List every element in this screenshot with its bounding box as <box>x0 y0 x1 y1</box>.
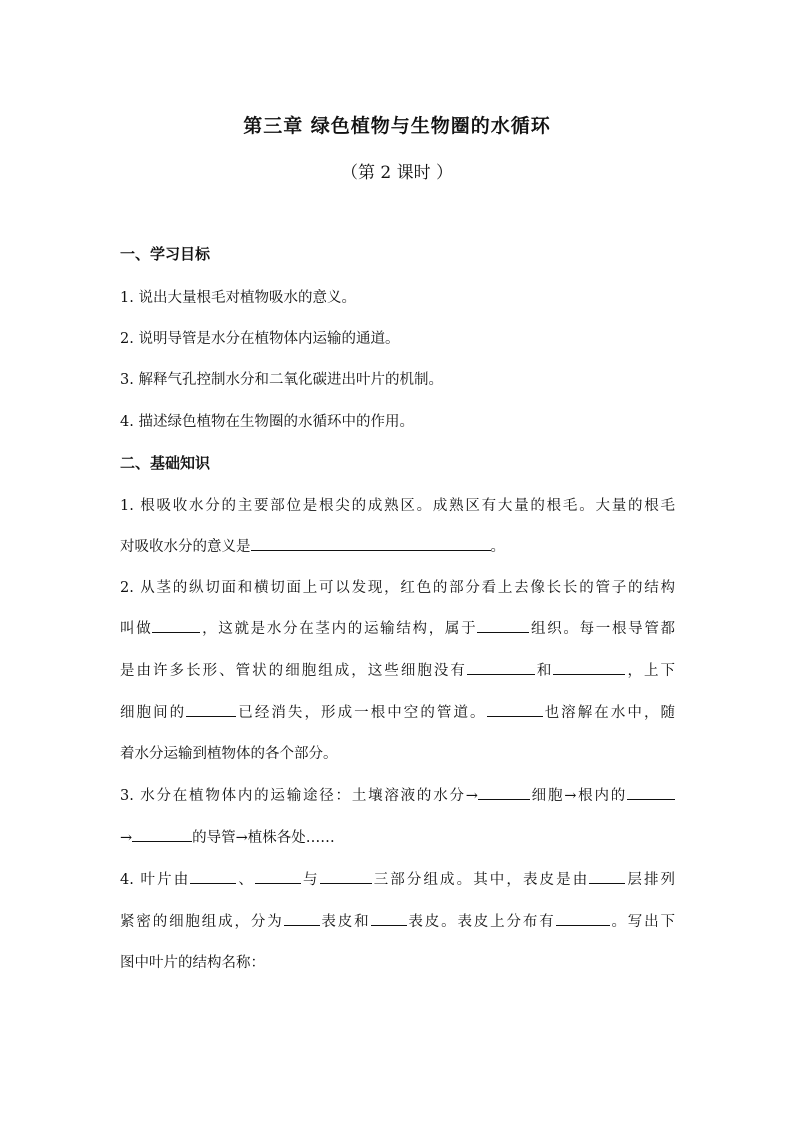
question-text: 细胞→根内的 <box>529 788 627 805</box>
question-text: 和 <box>534 663 554 680</box>
page-title: 第三章 绿色植物与生物圈的水循环 <box>243 115 551 137</box>
question-4-line <box>120 910 675 931</box>
answer-blank[interactable] <box>251 535 491 551</box>
answer-blank[interactable] <box>478 784 530 800</box>
answer-blank[interactable] <box>553 659 625 675</box>
question-text: 。 <box>490 539 505 556</box>
question-2-line <box>120 617 675 638</box>
page-subtitle: （第 2 课时 ） <box>340 163 454 183</box>
answer-blank[interactable] <box>284 910 320 926</box>
question-text: ，上下 <box>625 663 676 680</box>
objective-item: 1. 说出大量根毛对植物吸水的意义。 <box>120 290 356 306</box>
question-3-line <box>120 826 675 847</box>
question-3-line <box>120 784 675 805</box>
question-4-line <box>120 868 675 889</box>
question-text: 已经消失，形成一根中空的管道。 <box>236 705 487 722</box>
section-heading-basics: 二、基础知识 <box>120 454 211 472</box>
answer-blank[interactable] <box>477 617 529 633</box>
question-2-line <box>120 701 675 722</box>
question-text: 表皮和 <box>319 914 371 931</box>
question-text: 叫做 <box>120 621 153 638</box>
answer-blank[interactable] <box>255 868 301 884</box>
question-text: 的导管→植株各处…… <box>192 830 335 847</box>
question-2-line <box>120 659 675 680</box>
section-heading-objectives: 一、学习目标 <box>120 245 211 263</box>
objective-item: 3. 解释气孔控制水分和二氧化碳进出叶片的机制。 <box>120 372 443 388</box>
question-text: 层排列 <box>625 872 676 889</box>
question-text: 也溶解在水中，随 <box>542 705 676 722</box>
question-text: 紧密的细胞组成，分为 <box>120 914 284 931</box>
answer-blank[interactable] <box>371 910 407 926</box>
answer-blank[interactable] <box>190 868 236 884</box>
question-text: 三部分组成。其中，表皮是由 <box>371 872 590 889</box>
question-text: ，这就是水分在茎内的运输结构，属于 <box>200 621 478 638</box>
question-1-line: 1. 根吸收水分的主要部位是根尖的成熟区。成熟区有大量的根毛。大量的根毛 <box>120 498 675 514</box>
question-text: 、 <box>236 872 255 889</box>
answer-blank[interactable] <box>467 659 535 675</box>
question-text: 是由许多长形、管状的细胞组成，这些细胞没有 <box>120 663 467 680</box>
question-text: 表皮。表皮上分布有 <box>406 914 556 931</box>
objective-item: 4. 描述绿色植物在生物圈的水循环中的作用。 <box>120 414 414 430</box>
answer-blank[interactable] <box>152 617 200 633</box>
question-text: 与 <box>300 872 320 889</box>
question-text: 对吸收水分的意义是 <box>120 539 251 556</box>
answer-blank[interactable] <box>186 701 236 717</box>
question-text: 。写出下 <box>609 914 676 931</box>
answer-blank[interactable] <box>487 701 543 717</box>
answer-blank[interactable] <box>556 910 610 926</box>
objective-item: 2. 说明导管是水分在植物体内运输的通道。 <box>120 331 400 347</box>
question-4-line: 图中叶片的结构名称： <box>120 955 265 971</box>
question-text: 组织。每一根导管都 <box>529 621 676 638</box>
question-2-line: 着水分运输到植物体的各个部分。 <box>120 746 338 762</box>
question-text: 3. 水分在植物体内的运输途径：土壤溶液的水分→ <box>120 788 478 805</box>
answer-blank[interactable] <box>132 826 192 842</box>
answer-blank[interactable] <box>627 784 675 800</box>
answer-blank[interactable] <box>320 868 372 884</box>
question-text: 细胞间的 <box>120 705 187 722</box>
question-2-line: 2. 从茎的纵切面和横切面上可以发现，红色的部分看上去像长长的管子的结构 <box>120 580 675 596</box>
question-text: → <box>120 830 133 847</box>
question-1-line <box>120 535 675 556</box>
answer-blank[interactable] <box>589 868 625 884</box>
question-text: 4. 叶片由 <box>120 872 191 889</box>
